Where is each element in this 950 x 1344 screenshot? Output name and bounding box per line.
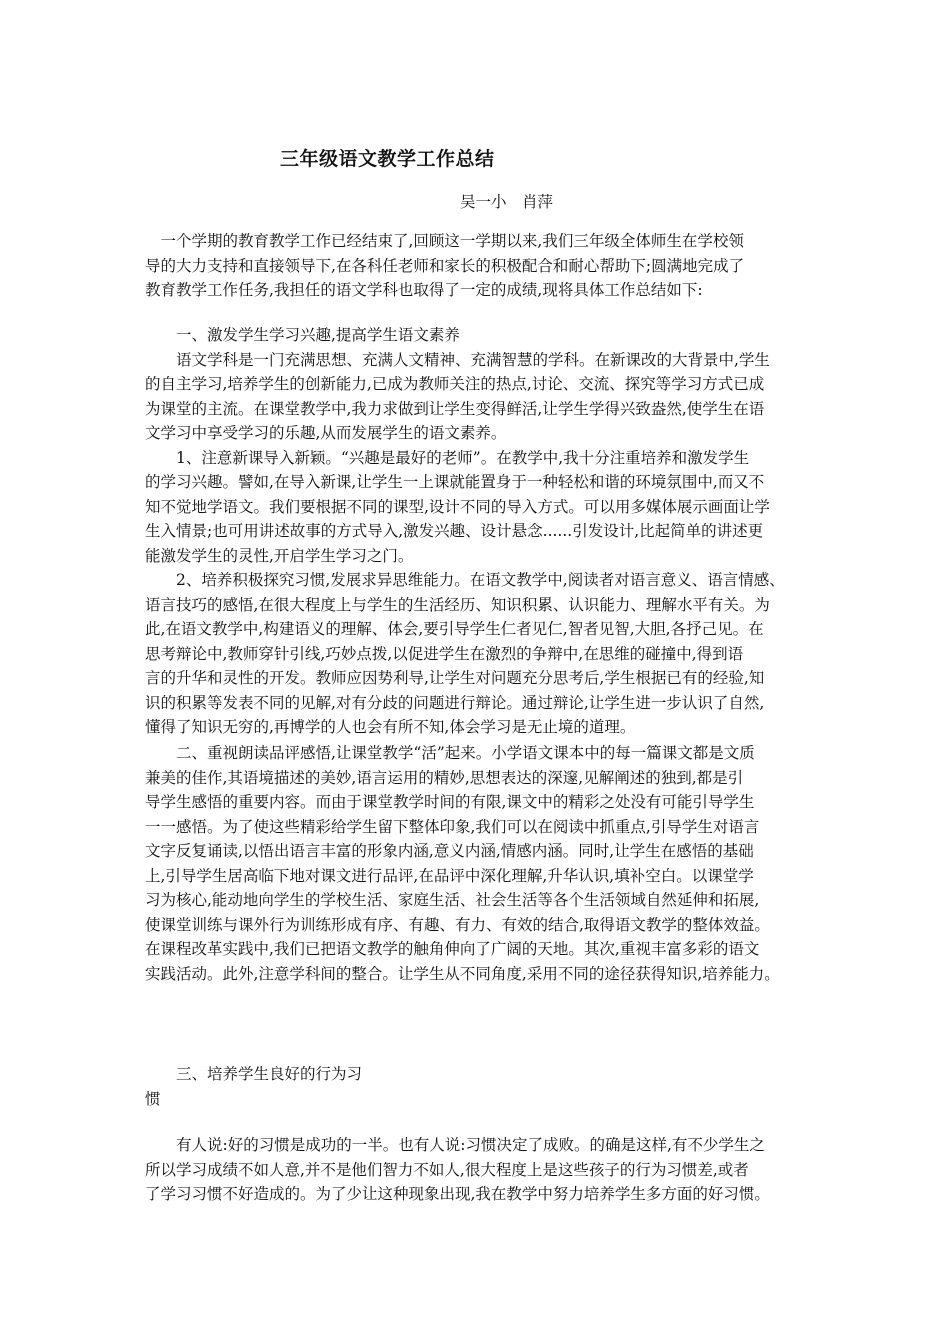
- paragraph-line: 有人说:好的习惯是成功的一半。也有人说:习惯决定了成败。的确是这样,有不少学生之: [145, 1136, 765, 1154]
- paragraph-line: 文学习中享受学习的乐趣,从而发展学生的语文素养。: [145, 424, 507, 442]
- paragraph-line: 一个学期的教育教学工作已经结束了,回顾这一学期以来,我们三年级全体师生在学校领: [145, 232, 744, 250]
- section-three-heading: [145, 1062, 825, 1111]
- paragraph-line: 知不觉地学语文。我们要根据不同的课型,设计不同的导入方式。可以用多媒体展示画面让学: [145, 497, 770, 516]
- section-heading-wrap: 惯: [145, 1089, 161, 1108]
- paragraph-line: 识的积累等发表不同的见解,对有分歧的问题进行辩论。通过辩论,让学生进一步认识了自然,: [145, 693, 765, 712]
- paragraph-line: 的学习兴趣。譬如,在导入新课,让学生一上课就能置身于一种轻松和谐的环境氛围中,而又不: [145, 473, 765, 491]
- paragraph-line: 文字反复诵读,以悟出语言丰富的形象内涵,意义内涵,情感内涵。同时,让学生在感悟的基础: [145, 842, 754, 860]
- paragraph-line: 所以学习成绩不如人意,并不是他们智力不如人,很大程度上是这些孩子的行为习惯差,或者: [145, 1160, 749, 1179]
- paragraph-line: 二、重视朗读品评感悟,让课堂教学“活”起来。小学语文课本中的每一篇课文都是文质: [145, 744, 755, 762]
- paragraph-line: 上,引导学生居高临下地对课文进行品评,在品评中深化理解,升华认识,填补空白。以课堂学: [145, 866, 754, 885]
- document-title: 三年级语文教学工作总结: [280, 148, 495, 170]
- section-two: [145, 741, 825, 986]
- paragraph-line: 2、培养积极探究习惯,发展求异思维能力。在语文教学中,阅读者对语言意义、语言情感、: [145, 571, 785, 589]
- paragraph-line: 能激发学生的灵性,开启学生学习之门。: [145, 546, 414, 565]
- section-three: [145, 1133, 825, 1207]
- paragraph-line: 导的大力支持和直接领导下,在各科任老师和家长的积极配合和耐心帮助下;圆满地完成了: [145, 256, 745, 275]
- document-author: 吴一小 肖萍: [460, 193, 554, 211]
- paragraph-line: 习为核心,能动地向学生的学校生活、家庭生活、社会生活等各个生活领域自然延伸和拓展,: [145, 891, 760, 909]
- paragraph-line: 使课堂训练与课外行为训练形成有序、有趣、有力、有效的结合,取得语文教学的整体效益。: [145, 915, 770, 934]
- intro-paragraph: [145, 229, 825, 303]
- paragraph-line: 导学生感悟的重要内容。而由于课堂教学时间的有限,课文中的精彩之处没有可能引导学生: [145, 793, 755, 811]
- paragraph-line: 语文学科是一门充满思想、充满人文精神、充满智慧的学科。在新课改的大背景中,学生: [145, 350, 770, 369]
- paragraph-line: 教育教学工作任务,我担任的语文学科也取得了一定的成绩,现将具体工作总结如下:: [145, 281, 703, 299]
- section-heading: 三、培养学生良好的行为习: [145, 1065, 363, 1083]
- paragraph-line: 语言技巧的感悟,在很大程度上与学生的生活经历、知识积累、认识能力、理解水平有关。为: [145, 595, 770, 614]
- paragraph-line: 1、注意新课导入新颖。“兴趣是最好的老师”。在教学中,我十分注重培养和激发学生: [145, 448, 750, 467]
- paragraph-line: 言的升华和灵性的开发。教师应因势利导,让学生对问题充分思考后,学生根据已有的经验,知: [145, 669, 765, 687]
- paragraph-line: 在课程改革实践中,我们已把语文教学的触角伸向了广阔的天地。其次,重视丰富多彩的语文: [145, 940, 760, 958]
- paragraph-line: 的自主学习,培养学生的创新能力,已成为教师关注的热点,讨论、交流、探究等学习方式已成: [145, 375, 765, 393]
- paragraph-line: 一一感悟。为了使这些精彩给学生留下整体印象,我们可以在阅读中抓重点,引导学生对语言: [145, 817, 760, 836]
- paragraph-line: 为课堂的主流。在课堂教学中,我力求做到让学生变得鲜活,让学生学得兴致盎然,使学生在语: [145, 399, 765, 418]
- paragraph-line: 兼美的佳作,其语境描述的美妙,语言运用的精妙,思想表达的深邃,见解阐述的独到,都是引: [145, 768, 744, 787]
- paragraph-line: 实践活动。此外,注意学科间的整合。让学生从不同角度,采用不同的途径获得知识,培养能力。: [145, 964, 780, 983]
- section-one: [145, 323, 825, 740]
- paragraph-line: 此,在语文教学中,构建语义的理解、体会,要引导学生仁者见仁,智者见智,大胆,各抒己见。在: [145, 620, 764, 638]
- paragraph-line: 生入情景;也可用讲述故事的方式导入,激发兴趣、设计悬念......引发设计,比起简单的讲述更: [145, 522, 764, 540]
- paragraph-line: 思考辩论中,教师穿针引线,巧妙点拨,以促进学生在激烈的争辩中,在思维的碰撞中,得到语: [145, 644, 744, 663]
- paragraph-line: 了学习习惯不好造成的。为了少让这种现象出现,我在教学中努力培养学生多方面的好习惯。: [145, 1185, 770, 1203]
- paragraph-line: 懂得了知识无穷的,再博学的人也会有所不知,体会学习是无止境的道理。: [145, 718, 636, 736]
- section-heading: 一、激发学生学习兴趣,提高学生语文素养: [145, 326, 460, 344]
